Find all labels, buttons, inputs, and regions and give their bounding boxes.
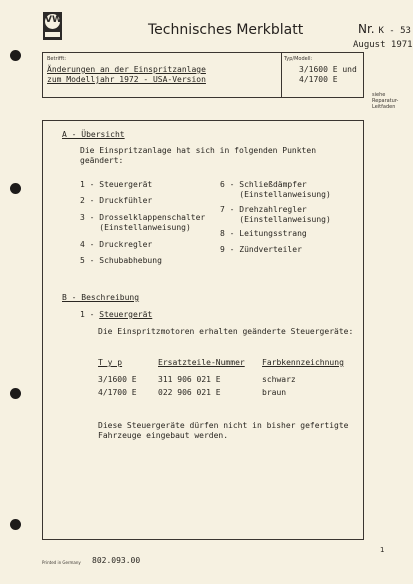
typ-label: Typ/Modell: [284, 56, 313, 62]
list-item-note: (Einstellanweisung) [220, 190, 331, 199]
list-item: 2 - Druckfühler [80, 196, 153, 205]
list-item: 9 - Zündverteiler [220, 245, 302, 254]
punch-hole [10, 388, 21, 399]
sheet-title: Technisches Merkblatt [148, 22, 304, 38]
section-b-note: Diese Steuergeräte dürfen nicht in bisher gefertigte [98, 421, 349, 430]
betrifft-label: Betrifft: [47, 56, 67, 62]
list-item-note: (Einstellanweisung) [80, 223, 191, 232]
table-cell: 311 906 021 E [158, 375, 221, 384]
table-cell: 4/1700 E [98, 388, 137, 397]
list-item: 1 - Steuergerät [80, 180, 153, 189]
list-item: 4 - Druckregler [80, 240, 153, 249]
section-b-heading: B - Beschreibung [62, 293, 140, 302]
table-header: T y p [98, 358, 123, 367]
table-cell: 022 906 021 E [158, 388, 221, 397]
list-item: 5 - Schubabhebung [80, 256, 162, 265]
typ-value: 3/1600 E und 4/1700 E [299, 65, 357, 84]
footer-number: 802.093.00 [92, 556, 141, 565]
punch-hole [10, 183, 21, 194]
list-item: 8 - Leitungsstrang [220, 229, 307, 238]
section-b-note: Fahrzeuge eingebaut werden. [98, 431, 229, 440]
header-box [42, 52, 364, 98]
punch-hole [10, 519, 21, 530]
section-a-heading: A - Übersicht [62, 130, 125, 139]
list-item: 7 - Drehzahlregler [220, 205, 307, 214]
list-item-note: (Einstellanweisung) [220, 215, 331, 224]
side-note: siehe Reparatur- Leitfaden [372, 92, 399, 110]
subject-text: Änderungen an der Einspritzanlage zum Modelljahr 1972 - USA-Version [47, 65, 206, 84]
table-cell: 3/1600 E [98, 375, 137, 384]
table-cell: braun [262, 388, 287, 397]
punch-hole [10, 50, 21, 61]
printed-in-label: Printed in Germany [42, 560, 81, 565]
table-cell: schwarz [262, 375, 296, 384]
page-number: 1 [380, 546, 385, 554]
section-b-subheading: 1 - Steuergerät [80, 310, 153, 319]
table-header: Farbkennzeichnung [262, 358, 344, 367]
table-header: Ersatzteile-Nummer [158, 358, 245, 367]
document-date: August 1971 [353, 40, 413, 50]
list-item: 3 - Drosselklappenschalter [80, 213, 206, 222]
list-item: 6 - Schließdämpfer [220, 180, 307, 189]
section-a-intro: Die Einspritzanlage hat sich in folgenden Punkten [80, 146, 317, 155]
section-b-text: Die Einspritzmotoren erhalten geänderte Steuergeräte: [98, 327, 354, 336]
section-a-intro: geändert: [80, 156, 124, 165]
document-number: Nr. K - 53 [358, 22, 411, 36]
vw-logo-icon: VW [43, 12, 62, 40]
